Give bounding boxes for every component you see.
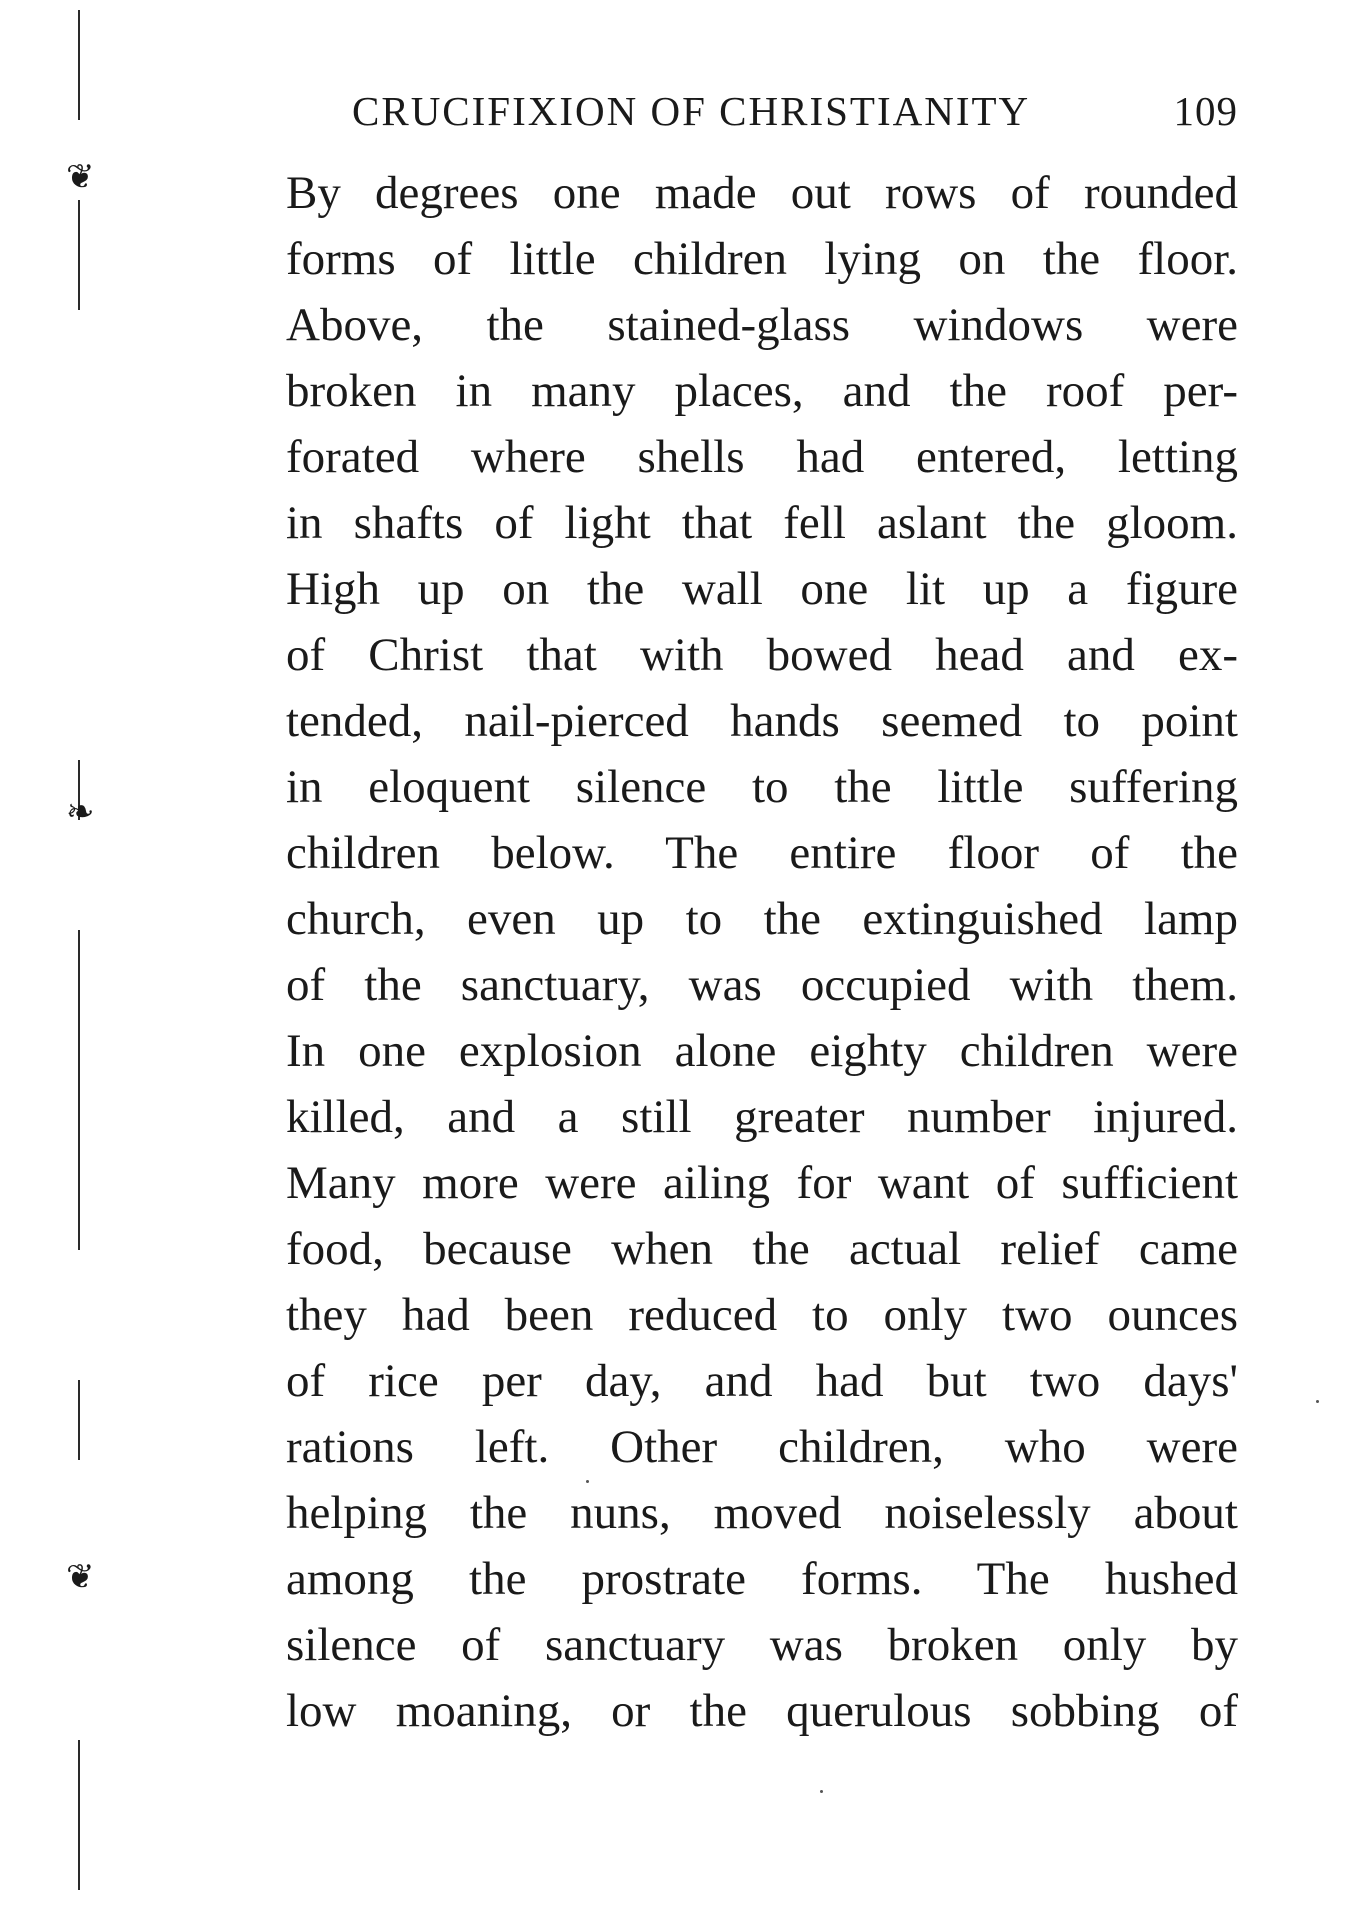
text-line: killed, and a still greater number injured. [286, 1091, 1238, 1143]
running-title: CRUCIFIXION OF CHRISTIANITY [352, 88, 1031, 134]
text-line: High up on the wall one lit up a figure [286, 563, 1238, 615]
text-line: tended, nail-pierced hands seemed to point [286, 695, 1238, 747]
text-line: rations left. Other children, who were [286, 1421, 1238, 1473]
text-line: they had been reduced to only two ounces [286, 1289, 1238, 1341]
text-line: forms of little children lying on the floor. [286, 233, 1238, 285]
printer-ornament-icon: ❦ [66, 1557, 95, 1597]
body-paragraph [286, 160, 1238, 1744]
text-line: low moaning, or the querulous sobbing of [286, 1685, 1238, 1737]
gutter-line [78, 1380, 80, 1460]
text-line: Many more were ailing for want of sufficient [286, 1157, 1238, 1209]
text-line: of rice per day, and had but two days' [286, 1355, 1238, 1407]
text-line: of the sanctuary, was occupied with them. [286, 959, 1238, 1011]
print-speck [820, 1790, 823, 1793]
text-line: in shafts of light that fell aslant the gloom. [286, 497, 1238, 549]
text-line: of Christ that with bowed head and ex- [286, 629, 1238, 681]
text-line: children below. The entire floor of the [286, 827, 1238, 879]
text-line: forated where shells had entered, letting [286, 431, 1238, 483]
running-head [352, 82, 1238, 140]
gutter-line [78, 10, 80, 120]
gutter-line [78, 200, 80, 310]
text-line: In one explosion alone eighty children were [286, 1025, 1238, 1077]
print-speck [1316, 1400, 1319, 1403]
text-line: among the prostrate forms. The hushed [286, 1553, 1238, 1605]
text-line: in eloquent silence to the little suffering [286, 761, 1238, 813]
printer-ornament-icon: ❦ [66, 157, 95, 197]
text-line: food, because when the actual relief came [286, 1223, 1238, 1275]
text-line: By degrees one made out rows of rounded [286, 167, 1238, 219]
text-line: church, even up to the extinguished lamp [286, 893, 1238, 945]
printer-ornament-icon: ❧ [66, 792, 95, 832]
text-line: Above, the stained-glass windows were [286, 299, 1238, 351]
gutter-line [78, 1740, 80, 1890]
page-number: 109 [1173, 88, 1238, 134]
text-line: helping the nuns, moved noiselessly about [286, 1487, 1238, 1539]
text-line: broken in many places, and the roof per- [286, 365, 1238, 417]
text-line: silence of sanctuary was broken only by [286, 1619, 1238, 1671]
gutter-line [78, 930, 80, 1250]
